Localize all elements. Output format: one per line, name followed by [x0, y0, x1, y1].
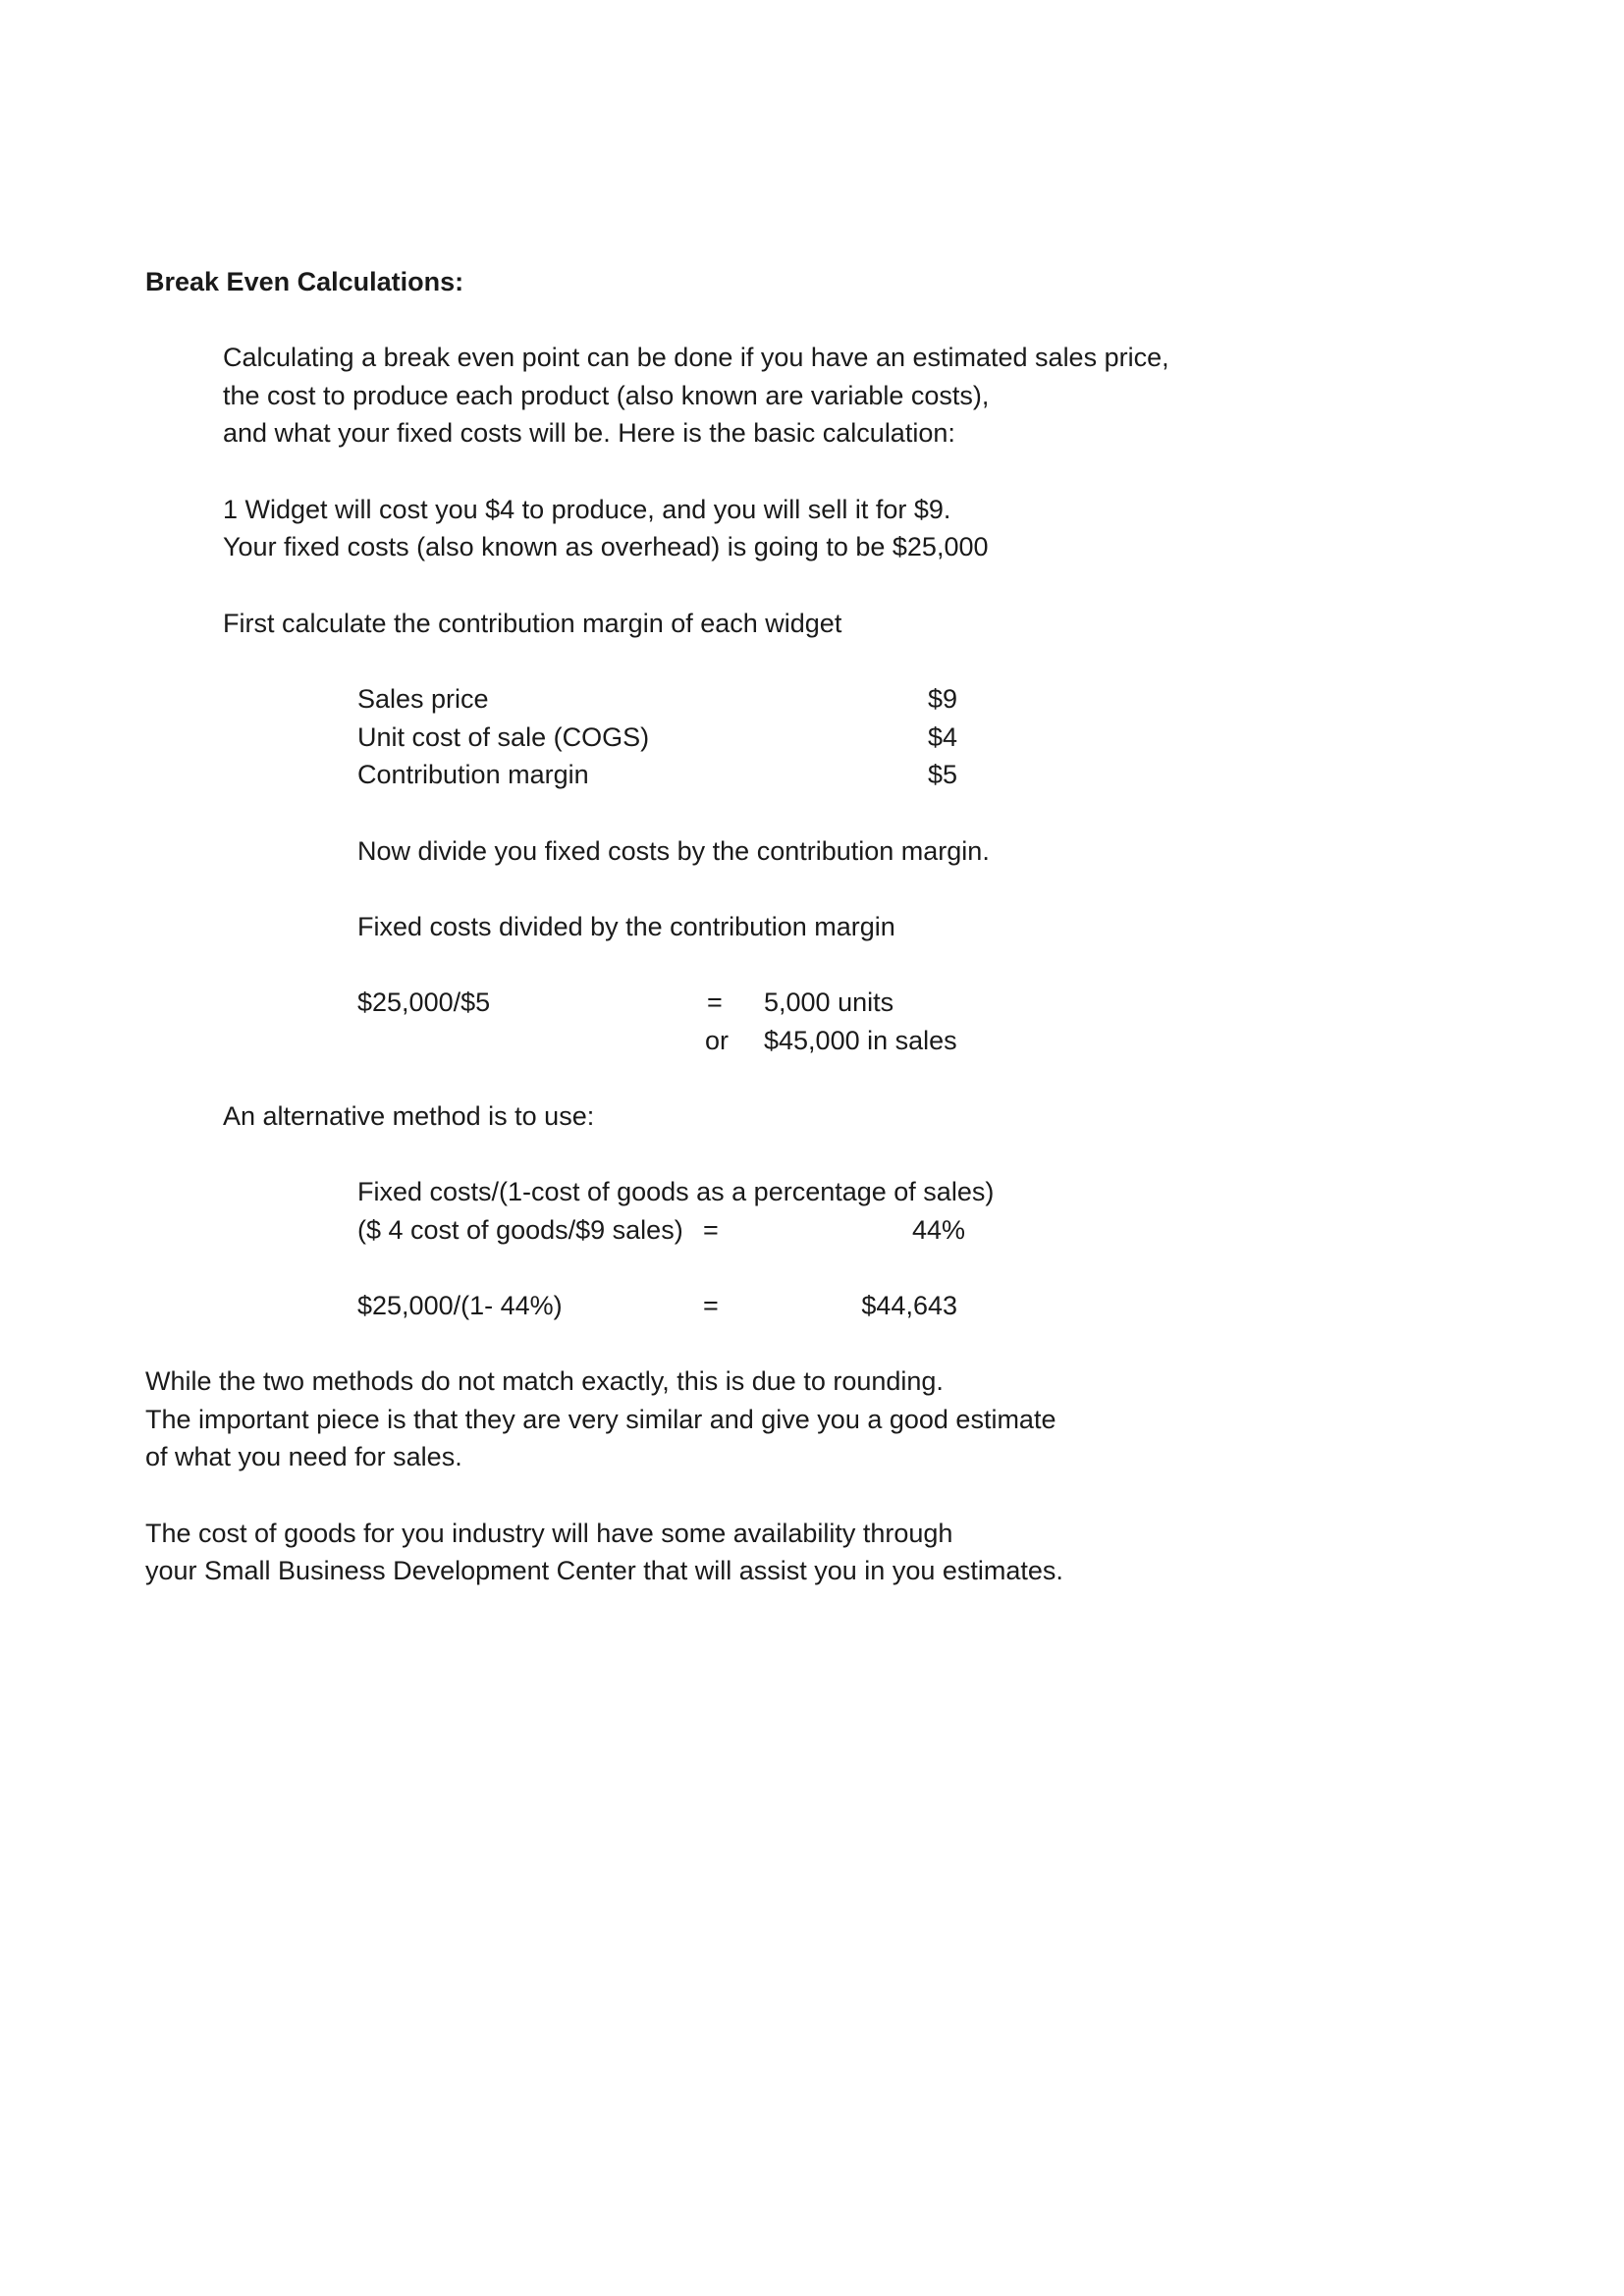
example-line: 1 Widget will cost you $4 to produce, and you will sell it for $9.: [223, 495, 951, 524]
closing-line: The cost of goods for you industry will have some availability through: [145, 1519, 953, 1548]
intro-line: Calculating a break even point can be done if you have an estimated sales price,: [223, 343, 1169, 372]
intro-line: the cost to produce each product (also known are variable costs),: [223, 381, 990, 410]
alt-heading: An alternative method is to use:: [223, 1101, 595, 1131]
alt-calc-value: $44,643: [861, 1291, 957, 1320]
divide-note: Now divide you fixed costs by the contribution margin.: [357, 836, 990, 866]
alt-calc-expression: $25,000/(1- 44%): [357, 1291, 563, 1320]
table-row-value: $9: [927, 684, 957, 714]
pct-value: 44%: [911, 1215, 965, 1245]
or-text: or: [705, 1026, 730, 1055]
alt-formula: Fixed costs/(1-cost of goods as a percentage of sales): [357, 1177, 995, 1206]
equals-sign: =: [707, 988, 723, 1017]
table-row-label: Sales price: [357, 684, 489, 714]
table-row-label: Unit cost of sale (COGS): [357, 722, 650, 752]
intro-line: and what your fixed costs will be. Here is the basic calculation:: [223, 418, 955, 448]
conclusion-line: The important piece is that they are very similar and give you a good estimate: [145, 1405, 1056, 1434]
equals-sign: =: [703, 1215, 719, 1245]
conclusion-line: While the two methods do not match exactly, this is due to rounding.: [145, 1366, 944, 1396]
divide-heading: Fixed costs divided by the contribution margin: [357, 912, 895, 941]
table-row-value: $5: [927, 760, 957, 789]
pct-expression: ($ 4 cost of goods/$9 sales): [357, 1215, 683, 1245]
page-title: Break Even Calculations:: [145, 267, 464, 296]
first-step-text: First calculate the contribution margin of each widget: [223, 609, 842, 638]
table-row-label: Contribution margin: [357, 760, 589, 789]
calc-result-sales: $45,000 in sales: [764, 1026, 957, 1055]
table-row-value: $4: [927, 722, 957, 752]
example-line: Your fixed costs (also known as overhead) is going to be $25,000: [223, 532, 989, 561]
conclusion-line: of what you need for sales.: [145, 1442, 462, 1471]
closing-line: your Small Business Development Center that will assist you in you estimates.: [145, 1556, 1063, 1585]
calc-expression: $25,000/$5: [357, 988, 491, 1017]
calc-result-units: 5,000 units: [764, 988, 894, 1017]
equals-sign: =: [703, 1291, 719, 1320]
